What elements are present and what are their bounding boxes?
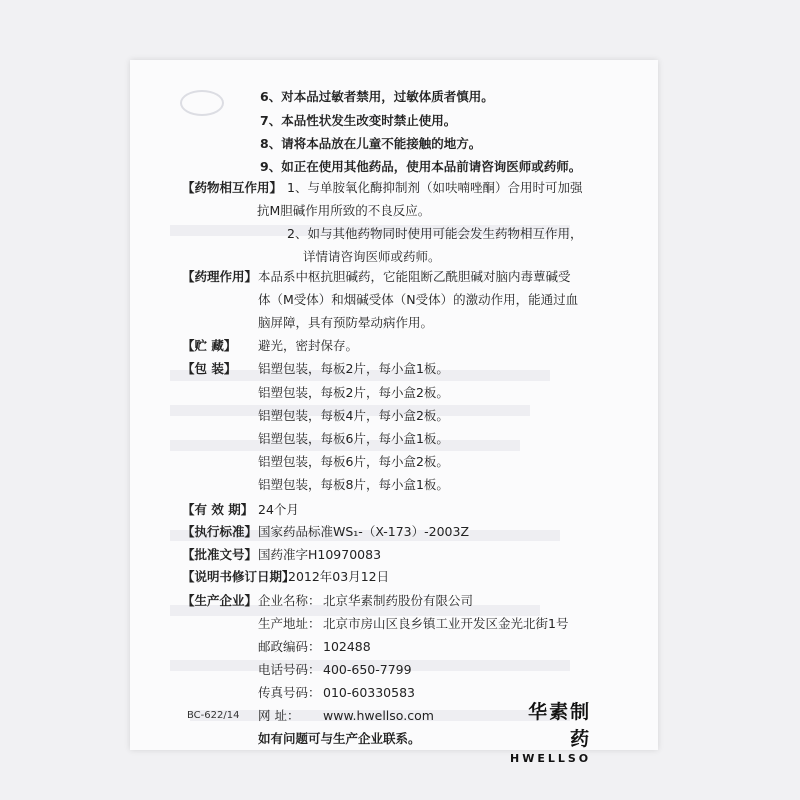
brand-logo <box>510 697 591 765</box>
caution-line: 7、本品性状发生改变时禁止使用。 <box>260 113 457 128</box>
packaging-item: 铝塑包装，每板6片，每小盒1板。 <box>258 431 449 446</box>
brand-name-en: HWELLSO <box>510 752 592 765</box>
contact-note: 如有问题可与生产企业联系。 <box>258 731 421 746</box>
standard-value: 国家药品标准WS₁-（X-173）-2003Z <box>258 524 470 539</box>
validity-label: 【有 效 期】 <box>182 502 254 517</box>
approval-label: 【批准文号】 <box>182 547 258 562</box>
caution-line: 8、请将本品放在儿童不能接触的地方。 <box>260 136 482 151</box>
manufacturer-key: 传真号码： <box>258 685 321 700</box>
manufacturer-key: 企业名称： <box>258 593 321 608</box>
manufacturer-value: 010-60330583 <box>323 685 415 700</box>
interactions-line: 1、与单胺氧化酶抑制剂（如呋喃唑酮）合用时可加强 <box>287 180 583 195</box>
manufacturer-value: www.hwellso.com <box>323 708 434 723</box>
manufacturer-value: 400-650-7799 <box>323 662 412 677</box>
manufacturer-value: 北京市房山区良乡镇工业开发区金光北街1号 <box>323 616 569 631</box>
manufacturer-key: 电话号码： <box>258 662 321 677</box>
packaging-item: 铝塑包装，每板4片，每小盒2板。 <box>258 408 449 423</box>
caution-line: 9、如正在使用其他药品，使用本品前请咨询医师或药师。 <box>260 159 582 174</box>
packaging-item: 铝塑包装，每板8片，每小盒1板。 <box>258 477 449 492</box>
packaging-item: 铝塑包装，每板6片，每小盒2板。 <box>258 454 449 469</box>
packaging-item: 铝塑包装，每板2片，每小盒2板。 <box>258 385 449 400</box>
caution-line: 6、对本品过敏者禁用，过敏体质者慎用。 <box>260 89 494 104</box>
pharmacology-line: 本品系中枢抗胆碱药，它能阻断乙酰胆碱对脑内毒蕈碱受 <box>258 269 571 284</box>
brand-name-cn: 华素制药 <box>528 701 592 750</box>
validity-value: 24个月 <box>258 502 299 517</box>
pharmacology-label: 【药理作用】 <box>182 269 258 284</box>
manufacturer-value: 北京华素制药股份有限公司 <box>323 593 474 608</box>
manufacturer-key: 生产地址： <box>258 616 321 631</box>
interactions-line: 详情请咨询医师或药师。 <box>303 249 441 264</box>
interactions-label: 【药物相互作用】 <box>182 180 283 195</box>
pharmacology-line: 脑屏障，具有预防晕动病作用。 <box>258 315 434 330</box>
packaging-item: 铝塑包装，每板2片，每小盒1板。 <box>258 361 449 376</box>
storage-value: 避光，密封保存。 <box>258 338 359 353</box>
standard-label: 【执行标准】 <box>182 524 258 539</box>
revision-label: 【说明书修订日期】 <box>182 569 295 584</box>
manufacturer-key: 邮政编码： <box>258 639 321 654</box>
interactions-line: 2、如与其他药物同时使用可能会发生药物相互作用， <box>287 226 583 241</box>
manufacturer-label: 【生产企业】 <box>182 593 258 608</box>
storage-label: 【贮 藏】 <box>182 338 237 353</box>
revision-value: 2012年03月12日 <box>288 569 390 584</box>
document-code: BC-622/14 <box>187 710 240 721</box>
packaging-label: 【包 装】 <box>182 361 237 376</box>
manufacturer-value: 102488 <box>323 639 371 654</box>
approval-value: 国药准字H10970083 <box>258 547 382 562</box>
pharmacology-line: 体（M受体）和烟碱受体（N受体）的激动作用，能通过血 <box>258 292 579 307</box>
interactions-line: 抗M胆碱作用所致的不良反应。 <box>257 203 431 218</box>
manufacturer-key: 网 址： <box>258 708 300 723</box>
